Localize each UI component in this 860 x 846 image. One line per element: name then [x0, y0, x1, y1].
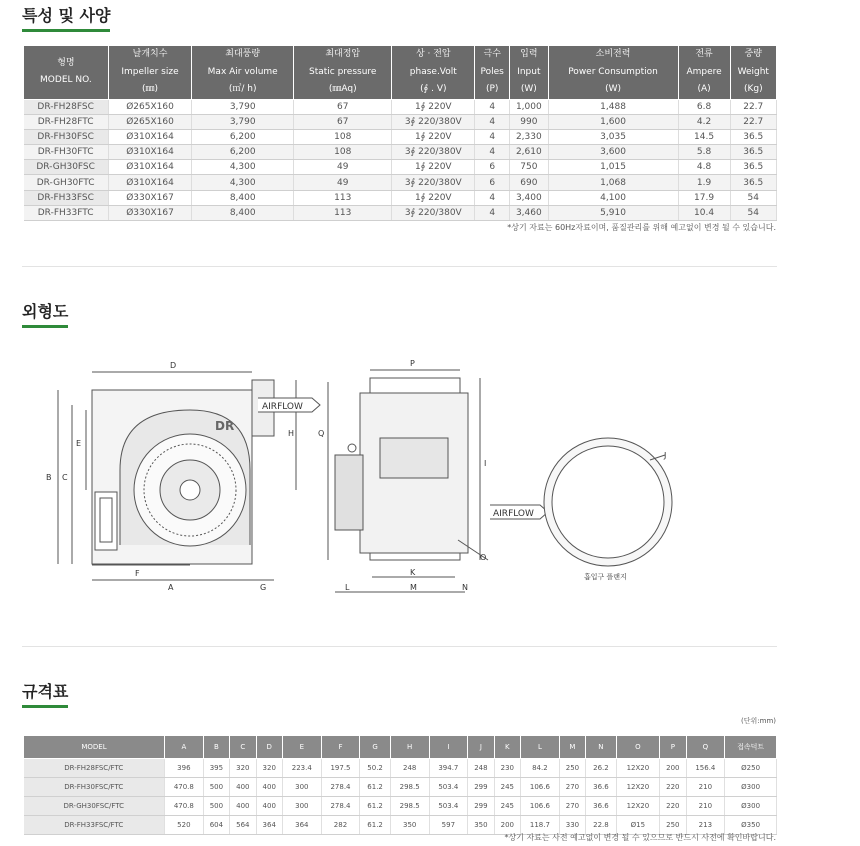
dims-header-cell: D: [256, 736, 282, 759]
dims-header-cell: Q: [686, 736, 725, 759]
dims-table: [23, 735, 777, 835]
table-cell: 470.8: [165, 778, 204, 797]
dims-header-cell: C: [230, 736, 256, 759]
table-cell: 12X20: [616, 759, 659, 778]
table-cell: 282: [321, 816, 360, 835]
outline-drawing: [0, 340, 860, 600]
unit-note: (단위:mm): [741, 717, 776, 725]
table-cell: Ø330X167: [108, 190, 192, 205]
table-cell: 4.8: [678, 160, 730, 175]
table-cell: 364: [256, 816, 282, 835]
table-cell: 298.5: [390, 797, 429, 816]
dims-header-cell: K: [494, 736, 520, 759]
table-cell: 3,790: [192, 114, 294, 129]
table-cell: DR-FH30FTC: [24, 145, 109, 160]
table-cell: 330: [559, 816, 585, 835]
dim-label-e: E: [76, 439, 82, 448]
spec-table-header: [24, 46, 777, 100]
spec-header-cell: [475, 46, 510, 100]
table-cell: 4.2: [678, 114, 730, 129]
dim-label-k: K: [410, 568, 416, 577]
table-cell: 12X20: [616, 778, 659, 797]
table-cell: 22.7: [730, 99, 776, 114]
table-row: [24, 205, 777, 220]
spec-header-unit: (∮ . V): [420, 84, 447, 94]
dims-header-cell: MODEL: [24, 736, 165, 759]
table-cell: 270: [559, 797, 585, 816]
spec-header-unit: (㎜): [142, 84, 159, 94]
table-row: [24, 797, 777, 816]
table-cell: 8,400: [192, 205, 294, 220]
table-cell: 500: [203, 797, 229, 816]
table-cell: 1,488: [548, 99, 678, 114]
table-cell: 250: [559, 759, 585, 778]
dr-logo: DR: [215, 419, 235, 433]
table-cell: 5,910: [548, 205, 678, 220]
table-cell: 113: [294, 190, 392, 205]
dims-header-cell: B: [203, 736, 229, 759]
dims-header-cell: E: [282, 736, 321, 759]
table-cell: 300: [282, 797, 321, 816]
table-cell: 2,610: [510, 145, 548, 160]
table-cell: DR-GH30FTC: [24, 175, 109, 190]
spec-header-en: Max Air volume: [207, 66, 278, 77]
dims-header-cell: O: [616, 736, 659, 759]
table-cell: 248: [468, 759, 494, 778]
dims-header-cell: A: [165, 736, 204, 759]
dim-label-c: C: [62, 473, 68, 482]
table-row: [24, 175, 777, 190]
table-cell: 3,035: [548, 129, 678, 144]
spec-header-ko: 최대정압: [325, 49, 361, 59]
table-cell: 1∮ 220V: [392, 190, 475, 205]
dim-label-n: N: [462, 583, 468, 592]
table-cell: 36.6: [586, 778, 617, 797]
table-cell: 108: [294, 145, 392, 160]
table-cell: 3∮ 220/380V: [392, 114, 475, 129]
table-cell: 1,015: [548, 160, 678, 175]
airflow-label-side: AIRFLOW: [493, 509, 534, 519]
table-cell: 503.4: [429, 797, 468, 816]
table-cell: Ø350: [725, 816, 777, 835]
table-cell: 67: [294, 114, 392, 129]
table-cell: 400: [230, 778, 256, 797]
table-cell: 394.7: [429, 759, 468, 778]
table-cell: Ø310X164: [108, 175, 192, 190]
table-cell: 278.4: [321, 797, 360, 816]
dims-table-header: [24, 736, 777, 759]
table-cell: Ø15: [616, 816, 659, 835]
dim-label-b: B: [46, 473, 52, 482]
table-cell: Ø330X167: [108, 205, 192, 220]
dims-section-title: 규격표: [22, 679, 68, 702]
spec-header-ko: 소비전력: [595, 49, 631, 59]
airflow-label-front: AIRFLOW: [262, 402, 303, 412]
dim-label-q: Q: [318, 429, 325, 438]
dims-header-cell: J: [468, 736, 494, 759]
table-cell: 4,300: [192, 175, 294, 190]
table-cell: 12X20: [616, 797, 659, 816]
table-cell: 2,330: [510, 129, 548, 144]
table-cell: 6.8: [678, 99, 730, 114]
table-cell: 1,000: [510, 99, 548, 114]
table-cell: 156.4: [686, 759, 725, 778]
dim-label-j: J: [664, 451, 667, 460]
table-cell: 400: [256, 797, 282, 816]
table-row: [24, 759, 777, 778]
table-cell: 22.7: [730, 114, 776, 129]
table-cell: 36.6: [586, 797, 617, 816]
table-cell: 299: [468, 778, 494, 797]
table-cell: 36.5: [730, 160, 776, 175]
side-view: [328, 370, 548, 592]
spec-header-ko: 최대풍량: [225, 49, 261, 59]
spec-header-cell: [192, 46, 294, 100]
spec-header-ko: 날개치수: [132, 49, 168, 59]
table-cell: 4: [475, 129, 510, 144]
table-cell: 36.5: [730, 145, 776, 160]
table-cell: 750: [510, 160, 548, 175]
table-cell: 50.2: [360, 759, 391, 778]
spec-header-en: Poles: [480, 66, 504, 77]
table-cell: 26.2: [586, 759, 617, 778]
spec-header-cell: [730, 46, 776, 100]
table-cell: 320: [230, 759, 256, 778]
table-cell: 690: [510, 175, 548, 190]
spec-header-cell: [108, 46, 192, 100]
dims-header-cell: F: [321, 736, 360, 759]
table-cell: 248: [390, 759, 429, 778]
table-cell: 3,600: [548, 145, 678, 160]
table-cell: 49: [294, 160, 392, 175]
table-cell: 36.5: [730, 175, 776, 190]
spec-header-ko: 형명: [57, 57, 75, 68]
table-cell: 54: [730, 205, 776, 220]
table-row: [24, 160, 777, 175]
table-cell: 106.6: [521, 778, 560, 797]
table-cell: 61.2: [360, 778, 391, 797]
table-cell: DR-FH30FSC: [24, 129, 109, 144]
table-cell: Ø265X160: [108, 99, 192, 114]
table-cell: 3∮ 220/380V: [392, 175, 475, 190]
table-cell: 278.4: [321, 778, 360, 797]
spec-header-unit: (㎜Aq): [328, 84, 357, 94]
table-cell: 4: [475, 190, 510, 205]
table-cell: 4: [475, 99, 510, 114]
table-cell: 17.9: [678, 190, 730, 205]
table-cell: 5.8: [678, 145, 730, 160]
table-cell: Ø300: [725, 778, 777, 797]
table-cell: 1,600: [548, 114, 678, 129]
table-cell: 6,200: [192, 145, 294, 160]
table-cell: 6: [475, 160, 510, 175]
spec-section-title: 특성 및 사양: [22, 3, 110, 26]
table-row: [24, 145, 777, 160]
dims-header-cell: L: [521, 736, 560, 759]
table-cell: 6: [475, 175, 510, 190]
table-cell: DR-FH33FSC/FTC: [24, 816, 165, 835]
table-cell: Ø265X160: [108, 114, 192, 129]
table-cell: DR-FH33FSC: [24, 190, 109, 205]
table-cell: 503.4: [429, 778, 468, 797]
table-cell: 604: [203, 816, 229, 835]
table-cell: 597: [429, 816, 468, 835]
spec-header-unit: (P): [485, 84, 499, 94]
dims-header-cell: M: [559, 736, 585, 759]
table-cell: 250: [660, 816, 686, 835]
table-cell: 230: [494, 759, 520, 778]
spec-note: *상기 자료는 60Hz자료이며, 품질관리를 위해 예고없이 변경 될 수 있습니다.: [507, 223, 776, 232]
table-cell: 1∮ 220V: [392, 160, 475, 175]
dims-note: *상기 자료는 사전 예고없이 변경 될 수 있으므로 반드시 사전에 확인바랍니다.: [504, 833, 776, 842]
dim-label-f: F: [135, 569, 140, 578]
table-cell: 113: [294, 205, 392, 220]
table-cell: 200: [660, 759, 686, 778]
table-cell: 220: [660, 797, 686, 816]
intake-flange: [544, 438, 672, 566]
table-cell: 1,068: [548, 175, 678, 190]
spec-header-en: Ampere: [686, 66, 722, 77]
spec-header-en: Impeller size: [121, 66, 179, 77]
table-cell: Ø250: [725, 759, 777, 778]
table-cell: 470.8: [165, 797, 204, 816]
dims-header-cell: N: [586, 736, 617, 759]
table-cell: 8,400: [192, 190, 294, 205]
table-cell: 22.8: [586, 816, 617, 835]
table-cell: 54: [730, 190, 776, 205]
dims-header-cell: 접속덕트: [725, 736, 777, 759]
table-cell: DR-FH28FTC: [24, 114, 109, 129]
table-cell: DR-FH28FSC: [24, 99, 109, 114]
table-cell: 14.5: [678, 129, 730, 144]
spec-table: [23, 45, 777, 221]
table-cell: 49: [294, 175, 392, 190]
dim-label-a: A: [168, 583, 174, 592]
dims-header-cell: P: [660, 736, 686, 759]
dim-label-m: M: [410, 583, 417, 592]
table-cell: 3∮ 220/380V: [392, 145, 475, 160]
spec-header-en: phase.Volt: [409, 66, 457, 77]
dim-label-l: L: [345, 583, 350, 592]
table-cell: 4: [475, 114, 510, 129]
table-cell: 106.6: [521, 797, 560, 816]
dims-header-cell: I: [429, 736, 468, 759]
table-cell: 4,100: [548, 190, 678, 205]
table-cell: Ø310X164: [108, 160, 192, 175]
dim-label-o: O: [480, 553, 487, 562]
spec-header-cell: [294, 46, 392, 100]
table-cell: DR-FH30FSC/FTC: [24, 778, 165, 797]
table-cell: 4: [475, 205, 510, 220]
spec-header-en: Input: [517, 66, 541, 77]
table-cell: 4,300: [192, 160, 294, 175]
dims-header-cell: H: [390, 736, 429, 759]
table-cell: 6,200: [192, 129, 294, 144]
table-cell: 200: [494, 816, 520, 835]
table-cell: 400: [256, 778, 282, 797]
dims-header-cell: G: [360, 736, 391, 759]
table-cell: 1∮ 220V: [392, 129, 475, 144]
spec-header-ko: 극수: [483, 49, 501, 59]
table-cell: 36.5: [730, 129, 776, 144]
table-cell: 223.4: [282, 759, 321, 778]
table-cell: 520: [165, 816, 204, 835]
spec-header-cell: [678, 46, 730, 100]
table-cell: 245: [494, 797, 520, 816]
table-cell: DR-GH30FSC: [24, 160, 109, 175]
table-cell: 118.7: [521, 816, 560, 835]
table-cell: 220: [660, 778, 686, 797]
table-cell: 3∮ 220/380V: [392, 205, 475, 220]
table-cell: Ø300: [725, 797, 777, 816]
table-cell: 298.5: [390, 778, 429, 797]
table-cell: 299: [468, 797, 494, 816]
table-cell: 3,460: [510, 205, 548, 220]
table-cell: 320: [256, 759, 282, 778]
table-cell: 197.5: [321, 759, 360, 778]
table-row: [24, 778, 777, 797]
table-cell: 270: [559, 778, 585, 797]
dim-label-p: P: [410, 359, 415, 368]
table-cell: 61.2: [360, 816, 391, 835]
table-cell: 61.2: [360, 797, 391, 816]
flange-caption: 흡입구 플랜지: [584, 573, 627, 581]
table-cell: 364: [282, 816, 321, 835]
dims-table-body: [24, 759, 777, 835]
spec-header-cell: [24, 46, 109, 100]
dim-label-g: G: [260, 583, 267, 592]
table-cell: 210: [686, 778, 725, 797]
table-cell: DR-FH33FTC: [24, 205, 109, 220]
spec-header-ko: 전류: [695, 49, 713, 59]
spec-header-unit: (A): [697, 84, 711, 94]
spec-header-ko: 중량: [744, 49, 762, 59]
table-cell: 350: [468, 816, 494, 835]
table-cell: 350: [390, 816, 429, 835]
table-row: [24, 99, 777, 114]
spec-header-en: Weight: [737, 66, 769, 77]
spec-header-unit: (㎥/ h): [228, 84, 257, 94]
table-row: [24, 190, 777, 205]
dim-label-i: I: [484, 459, 487, 468]
spec-header-unit: (W): [605, 84, 622, 94]
spec-header-cell: [510, 46, 548, 100]
spec-header-unit: (W): [520, 84, 537, 94]
table-cell: 84.2: [521, 759, 560, 778]
table-cell: 67: [294, 99, 392, 114]
spec-header-en: MODEL NO.: [40, 75, 92, 86]
table-row: [24, 129, 777, 144]
table-cell: 1.9: [678, 175, 730, 190]
dim-label-d: D: [170, 361, 177, 370]
table-cell: DR-FH28FSC/FTC: [24, 759, 165, 778]
table-cell: DR-GH30FSC/FTC: [24, 797, 165, 816]
spec-header-unit: (Kg): [743, 84, 763, 94]
spec-header-cell: [548, 46, 678, 100]
table-cell: 213: [686, 816, 725, 835]
section-divider: [22, 266, 777, 267]
table-cell: Ø310X164: [108, 129, 192, 144]
table-cell: 500: [203, 778, 229, 797]
dim-label-h: H: [288, 429, 295, 438]
spec-header-ko: 입력: [520, 49, 538, 59]
outline-section-title: 외형도: [22, 299, 68, 322]
table-cell: 3,790: [192, 99, 294, 114]
spec-table-body: [24, 99, 777, 221]
table-cell: 245: [494, 778, 520, 797]
table-cell: 395: [203, 759, 229, 778]
table-row: [24, 114, 777, 129]
table-cell: 396: [165, 759, 204, 778]
spec-header-en: Static pressure: [308, 66, 377, 77]
table-cell: 3,400: [510, 190, 548, 205]
table-cell: 210: [686, 797, 725, 816]
spec-header-en: Power Consumption: [568, 66, 658, 77]
table-cell: 300: [282, 778, 321, 797]
table-cell: 4: [475, 145, 510, 160]
table-cell: 564: [230, 816, 256, 835]
table-cell: 10.4: [678, 205, 730, 220]
table-cell: 990: [510, 114, 548, 129]
table-cell: 400: [230, 797, 256, 816]
spec-header-ko: 상 · 전압: [415, 49, 451, 59]
spec-header-cell: [392, 46, 475, 100]
table-cell: 108: [294, 129, 392, 144]
table-cell: Ø310X164: [108, 145, 192, 160]
table-cell: 1∮ 220V: [392, 99, 475, 114]
section-divider-2: [22, 646, 777, 647]
